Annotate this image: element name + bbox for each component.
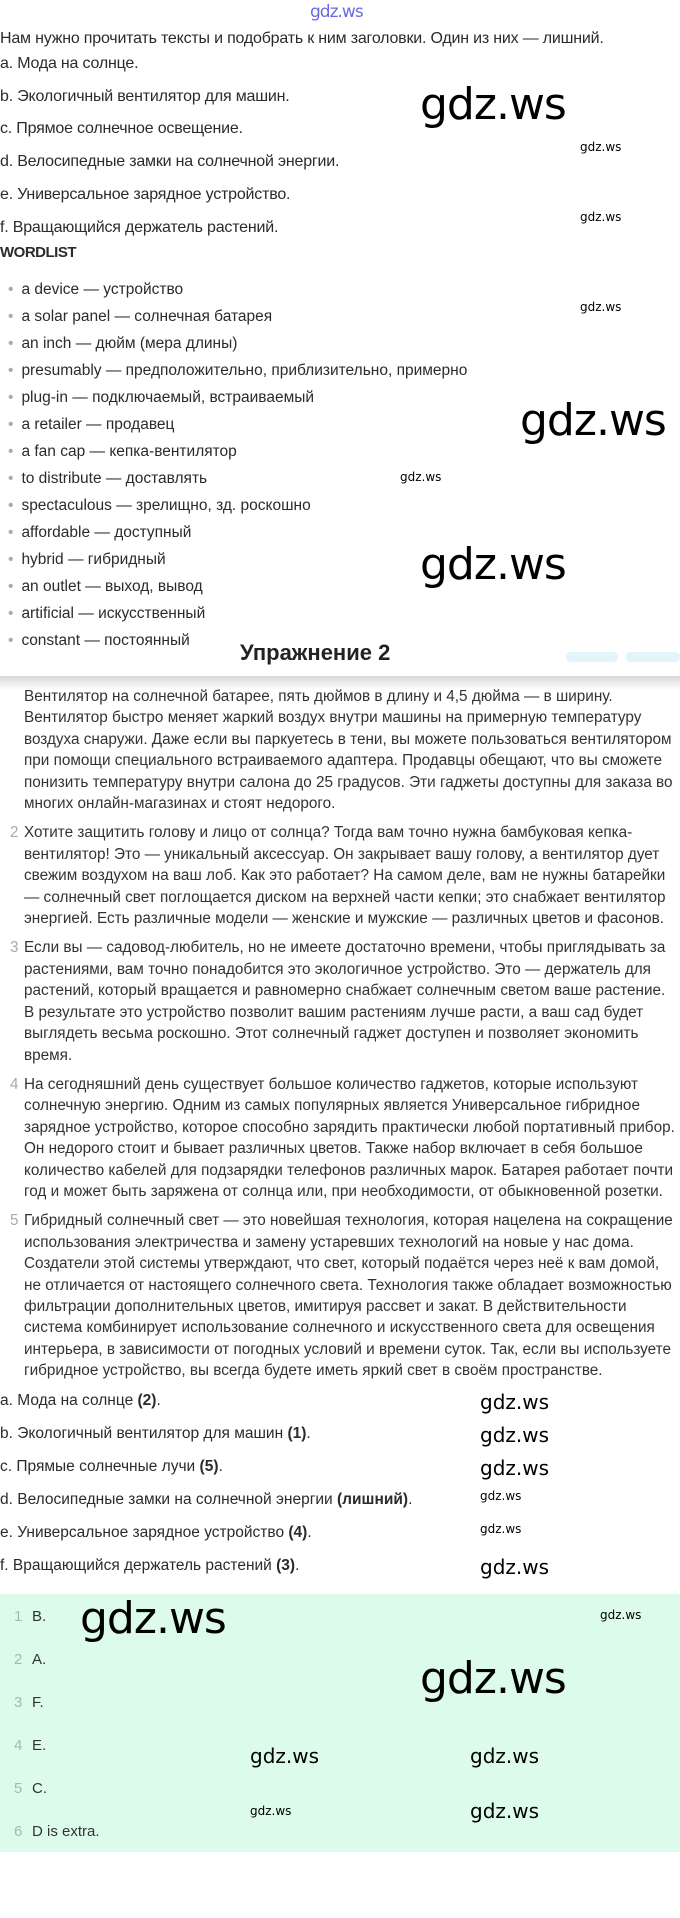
- wordlist-item: • a fan cap — кепка-вентилятор: [8, 443, 237, 460]
- watermark: gdz.ws: [480, 1488, 522, 1503]
- watermark: gdz.ws: [250, 1803, 292, 1818]
- wordlist-item: • constant — постоянный: [8, 632, 190, 649]
- wordlist-item: • a solar panel — солнечная батарея: [8, 308, 273, 325]
- paragraph-4: [10, 1074, 676, 1202]
- wordlist-text: an outlet — выход, вывод: [21, 578, 203, 595]
- wordlist-text: hybrid — гибридный: [21, 551, 166, 568]
- watermark: gdz.ws: [580, 140, 622, 154]
- wordlist-text: constant — постоянный: [21, 632, 190, 649]
- wordlist-item: • an inch — дюйм (мера длины): [8, 335, 238, 352]
- exercise-title: Упражнение 2: [240, 640, 391, 665]
- watermark: gdz.ws: [480, 1521, 522, 1536]
- watermark: gdz.ws: [470, 1743, 540, 1768]
- key-answer: 1 B.: [14, 1607, 47, 1625]
- heading-a: a. Мода на солнце.: [0, 55, 139, 72]
- watermark: gdz.ws: [470, 1798, 540, 1823]
- watermark-top: gdz.ws: [310, 2, 363, 22]
- wordlist-text: artificial — искусственный: [21, 605, 206, 622]
- watermark: gdz.ws: [580, 300, 622, 314]
- paragraph-text: На сегодняшний день существует большое количество гаджетов, которые используют солнечную энергию. Одним из самых популярных является Универсальное гибридное зарядное устройство, которое способно зарядить практически любой портативный прибор. Он недорого стоит и бывает различных цветов. Также набор включает в себя большое количество кабелей для подзарядки телефонов различных марок. Батарея работает почти год и может быть заряжена от солнца или, при необходимости, от обыкновенной розетки.: [24, 1075, 675, 1200]
- answer-key-box: [0, 1594, 680, 1852]
- wordlist-item: • a device — устройство: [8, 281, 184, 298]
- wordlist-item: • to distribute — доставлять: [8, 470, 208, 487]
- wordlist-text: an inch — дюйм (мера длины): [21, 335, 238, 352]
- watermark: gdz.ws: [520, 395, 666, 446]
- paragraph-text: Вентилятор на солнечной батарее, пять дюймов в длину и 4,5 дюйма — в ширину. Вентилятор быстро меняет жаркий воздух внутри машины на примерную температуру воздуха снаружи. Даже если вы паркуетесь в тени, вы можете пользоваться вентилятором при помощи специального встраиваемого адаптера. Продавцы обещают, что вы сможете понизить температуру внутри салона до 25 градусов. Эти гаджеты доступны для заказа во многих онлайн-магазинах и стоят недорого.: [24, 688, 673, 813]
- key-answer: 6 D is extra.: [14, 1822, 100, 1840]
- wordlist-text: a retailer — продавец: [21, 416, 175, 433]
- heading-f: f. Вращающийся держатель растений.: [0, 219, 279, 236]
- answer-e: e. Универсальное зарядное устройство (4). gdz.ws: [0, 1521, 522, 1541]
- key-answer: 3 F.: [14, 1693, 44, 1711]
- paragraph-text: Гибридный солнечный свет — это новейшая технология, которая нацелена на сокращение использования электричества и замену устаревших технологий на новые у нас дома. Создатели этой системы утверждают, что свет, который подаётся через неё к вам домой, не отличается от настоящего солнечного света. Технология также обладает возможностью фильтрации дополнительных цветов, имитируя рассвет и закат. В действительности система комбинирует использование солнечного и искусственного света для освещения интерьера, в зависимости от погодных условий и времени суток. Так, если вы используете гибридное устройство, вы всегда будете иметь яркий свет в своём пространстве.: [24, 1212, 673, 1380]
- key-answer: 2 A.: [14, 1650, 47, 1668]
- watermark: gdz.ws: [420, 1652, 566, 1704]
- exercise-content: [0, 686, 680, 1852]
- watermark: gdz.ws: [480, 1455, 550, 1480]
- paragraph-number: 5: [10, 1212, 19, 1230]
- heading-d: d. Велосипедные замки на солнечной энергии.: [0, 153, 340, 170]
- paragraph-number: 2: [10, 824, 19, 842]
- paragraph-1: [24, 686, 676, 814]
- paragraph-text: Если вы — садовод-любитель, но не имеете достаточно времени, чтобы приглядывать за растениями, вам точно понадобится это экологичное устройство. Это — держатель для растений, который вращается и равномерно снабжает солнечным светом ваше растение. В результате это устройство позволит вашим растениям лучше расти, а ваш сад будет выглядеть весьма роскошно. Этот солнечный гаджет доступен и позволяет экономить время.: [24, 939, 666, 1064]
- wordlist-text: a solar panel — солнечная батарея: [21, 308, 273, 325]
- watermark: gdz.ws: [600, 1607, 642, 1622]
- wordlist-item: • artificial — искусственный: [8, 605, 206, 622]
- key-answer: 4 E.: [14, 1736, 47, 1754]
- heading-e: e. Универсальное зарядное устройство.: [0, 186, 291, 203]
- wordlist-text: to distribute — доставлять: [21, 470, 208, 487]
- wordlist-item: • an outlet — выход, вывод: [8, 578, 203, 595]
- paragraph-number: 3: [10, 939, 19, 957]
- paragraph-2: [10, 822, 676, 929]
- answer-a: a. Мода на солнце (2). gdz.ws: [0, 1389, 550, 1414]
- answers-list: [0, 1390, 680, 1588]
- paragraph-number: 4: [10, 1075, 19, 1093]
- key-answer: 5 C.: [14, 1779, 47, 1797]
- watermark: gdz.ws: [250, 1743, 320, 1768]
- wordlist-item: • presumably — предположительно, приблизительно, примерно: [8, 362, 468, 379]
- wordlist-text: presumably — предположительно, приблизительно, примерно: [21, 362, 468, 379]
- wordlist-item: • hybrid — гибридный: [8, 551, 166, 568]
- answer-b: b. Экологичный вентилятор для машин (1). gdz.ws: [0, 1422, 550, 1447]
- watermark: gdz.ws: [480, 1554, 550, 1579]
- paragraph-3: [10, 937, 676, 1065]
- answer-d: d. Велосипедные замки на солнечной энергии (лишний). gdz.ws: [0, 1488, 522, 1508]
- watermark: gdz.ws: [400, 470, 442, 484]
- wordlist-text: a fan cap — кепка-вентилятор: [21, 443, 237, 460]
- wordlist-item: • affordable — доступный: [8, 524, 192, 541]
- watermark: gdz.ws: [420, 79, 566, 130]
- tab-pill[interactable]: [626, 652, 680, 662]
- wordlist-item: • a retailer — продавец: [8, 416, 175, 433]
- wordlist-title: WORDLIST: [0, 244, 76, 261]
- wordlist-text: a device — устройство: [21, 281, 184, 298]
- task-intro: Нам нужно прочитать тексты и подобрать к ним заголовки. Один из них — лишний.: [0, 30, 604, 47]
- wordlist-item: • plug-in — подключаемый, встраиваемый: [8, 389, 315, 406]
- wordlist-text: affordable — доступный: [21, 524, 192, 541]
- paragraph-5: [10, 1210, 676, 1381]
- wordlist-text: spectaculous — зрелищно, зд. роскошно: [21, 497, 311, 514]
- watermark: gdz.ws: [80, 1592, 226, 1644]
- watermark: gdz.ws: [480, 1422, 550, 1447]
- tab-pill[interactable]: [566, 652, 618, 662]
- watermark: gdz.ws: [580, 210, 622, 224]
- paragraph-text: Хотите защитить голову и лицо от солнца? Тогда вам точно нужна бамбуковая кепка-вентилятор! Это — уникальный аксессуар. Он закрывает вашу голову, а вентилятор дует свежим воздухом на ваш лоб. Как это работает? На самом деле, вам не нужны батарейки — солнечный свет поглощается диском на верхней части кепки; это снабжает вентилятор энергией. Есть различные модели — женские и мужские — различных цветов и фасонов.: [24, 824, 666, 928]
- heading-b: b. Экологичный вентилятор для машин.: [0, 88, 290, 105]
- watermark: gdz.ws: [420, 539, 566, 590]
- watermark: gdz.ws: [480, 1389, 550, 1414]
- answer-f: f. Вращающийся держатель растений (3). gdz.ws: [0, 1554, 550, 1579]
- answer-c: c. Прямые солнечные лучи (5). gdz.ws: [0, 1455, 550, 1480]
- wordlist-item: • spectaculous — зрелищно, зд. роскошно: [8, 497, 311, 514]
- heading-c: c. Прямое солнечное освещение.: [0, 120, 243, 137]
- wordlist-text: plug-in — подключаемый, встраиваемый: [21, 389, 315, 406]
